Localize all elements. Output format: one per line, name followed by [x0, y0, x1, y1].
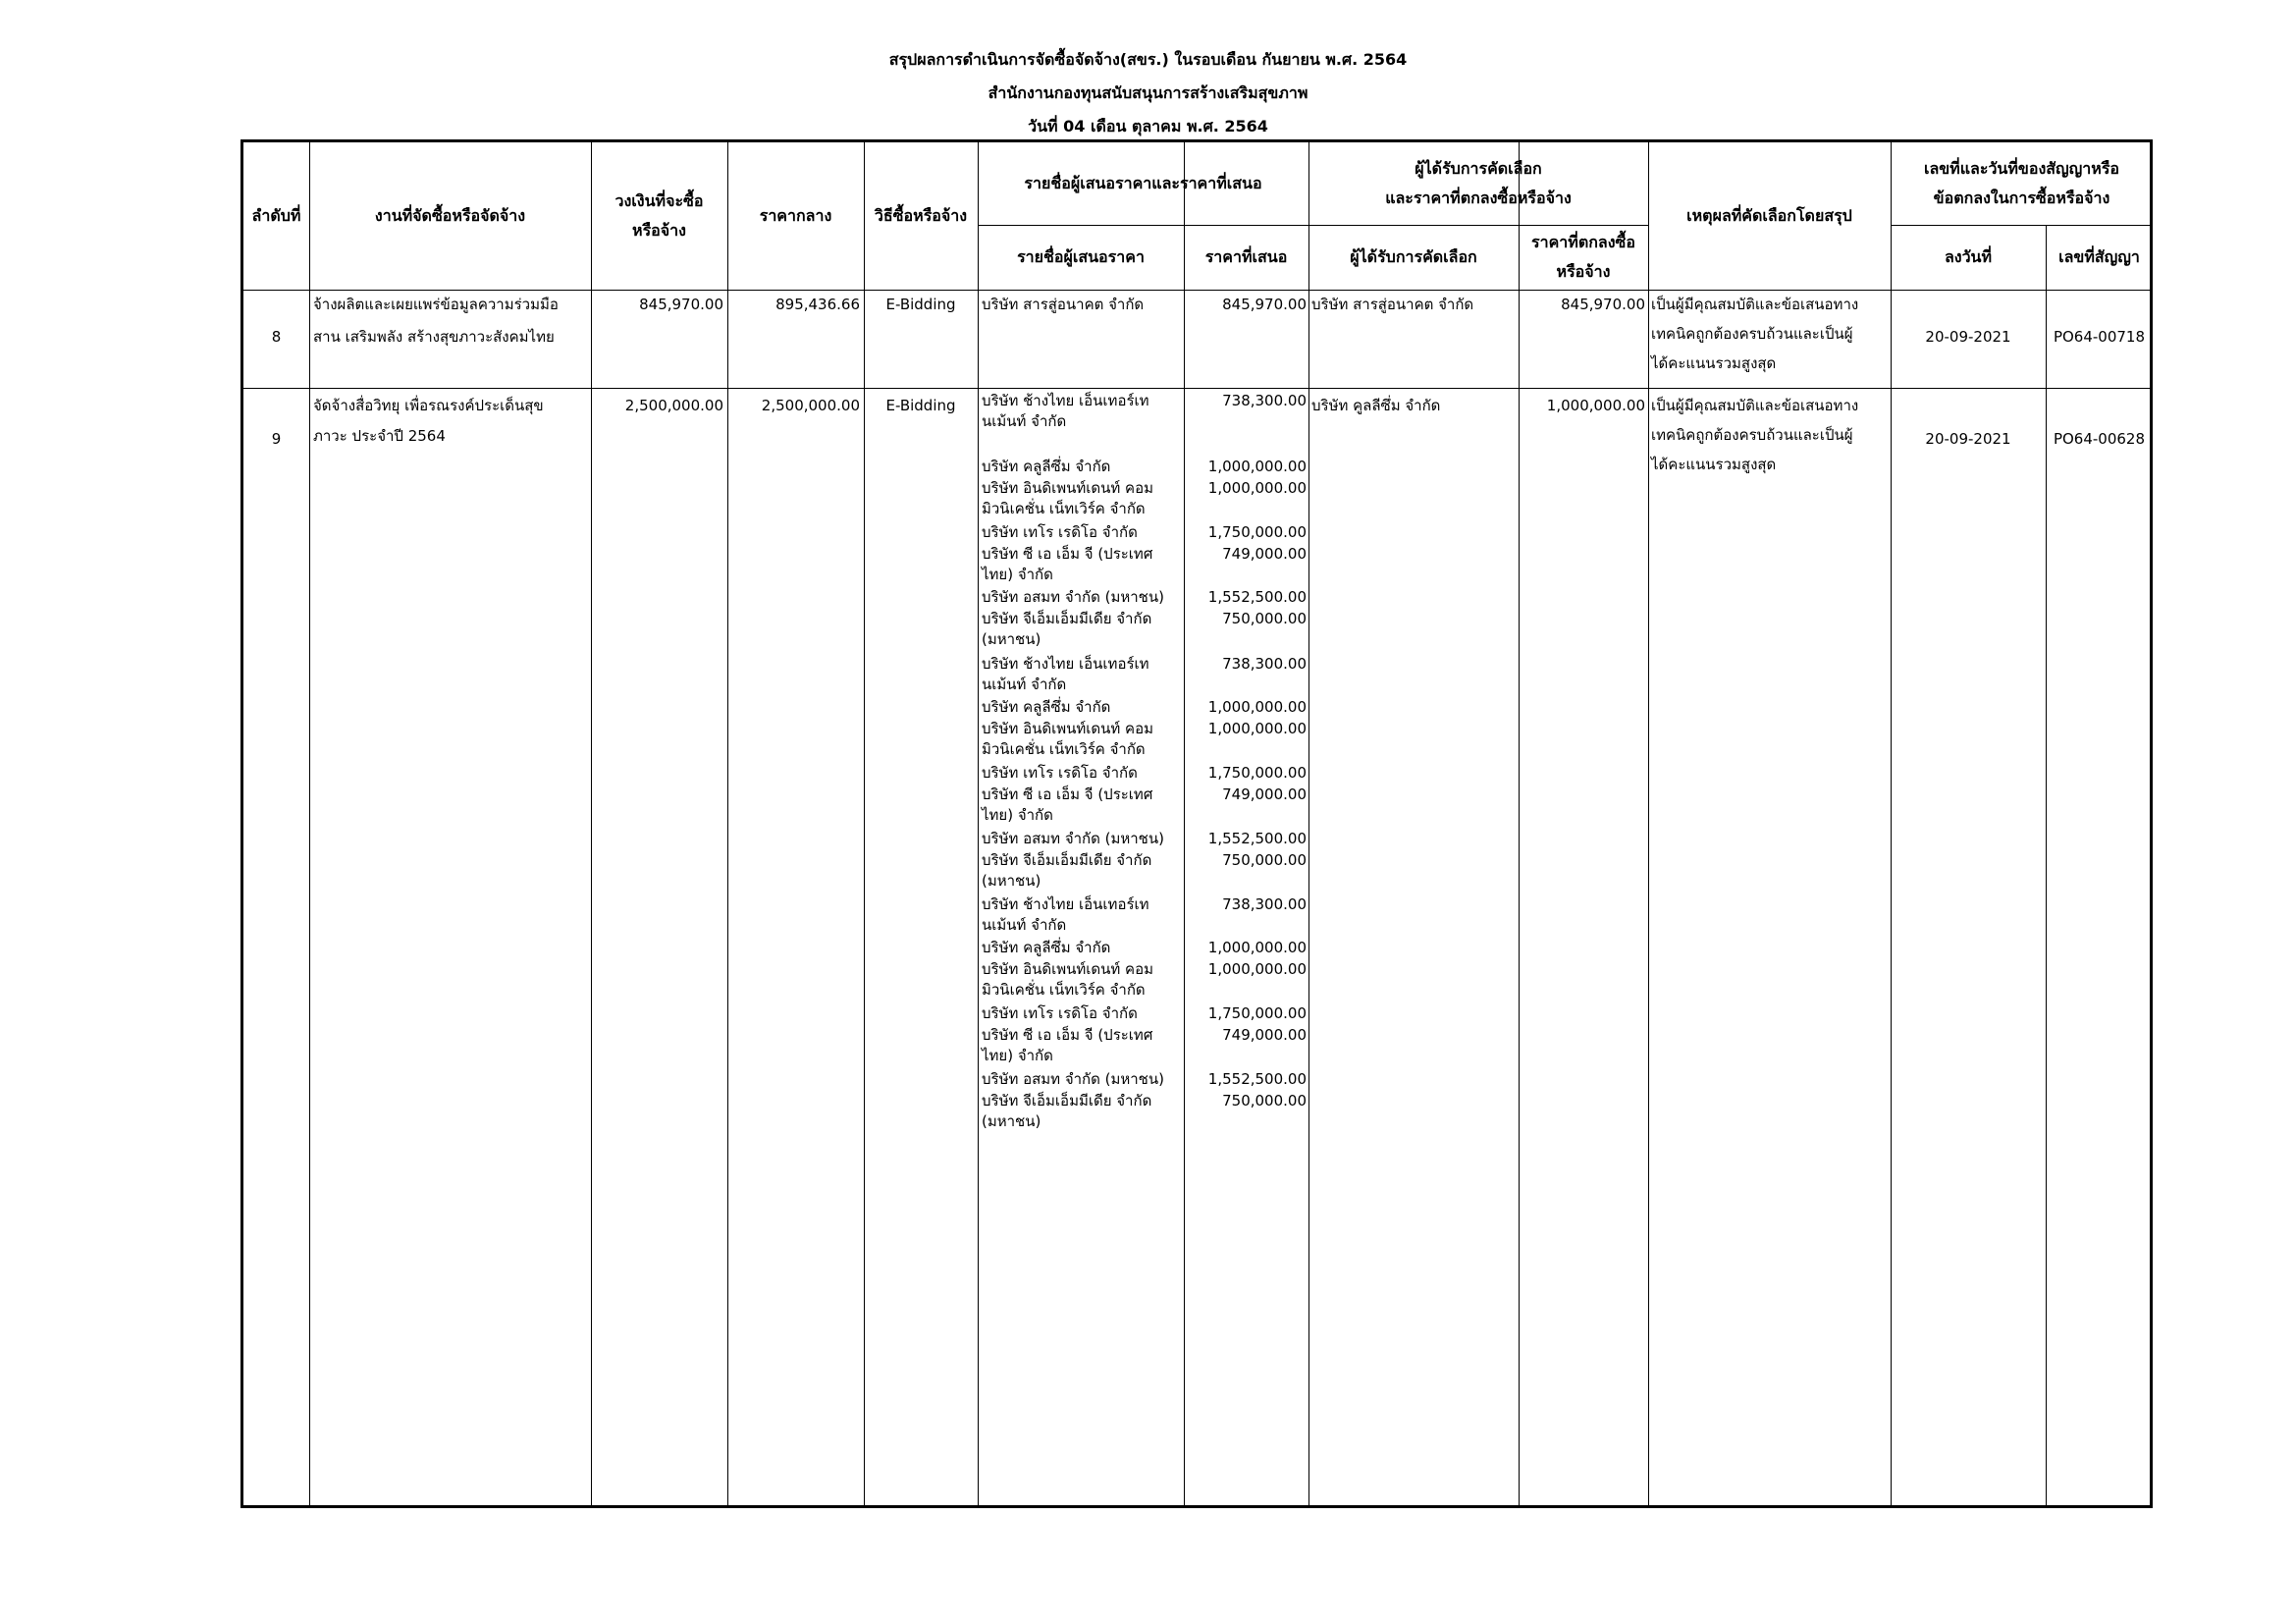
column-divider: [864, 142, 865, 1505]
row9-method: E-Bidding: [885, 397, 956, 414]
bidder-price: 1,000,000.00: [1207, 960, 1307, 978]
column-divider: [1308, 142, 1309, 1505]
bidder-name-line: ไทย) จำกัด: [982, 1047, 1053, 1064]
header-budget: วงเงินที่จะซื้อ หรือจ้าง: [614, 191, 704, 240]
row8-work-line1: จ้างผลิตและเผยแพร่ข้อมูลความร่วมมือ: [313, 296, 559, 313]
bidder-price: 749,000.00: [1222, 785, 1307, 803]
document-title: สรุปผลการดำเนินการจัดซื้อจัดจ้าง(สขร.) ในรอบเดือน กันยายน พ.ศ. 2564: [888, 50, 1408, 69]
column-divider: [591, 142, 592, 1505]
bidder-name-line: บริษัท จีเอ็มเอ็มมีเดีย จำกัด: [982, 851, 1152, 869]
header-bid-price: ราคาที่เสนอ: [1204, 247, 1288, 266]
bidder-name-line: บริษัท ซี เอ เอ็ม จี (ประเทศ: [982, 1026, 1153, 1044]
row9-agreed-price: 1,000,000.00: [1546, 397, 1645, 414]
row8-median-price: 895,436.66: [775, 296, 860, 313]
header-bidders-group: รายชื่อผู้เสนอราคาและราคาที่เสนอ: [1024, 174, 1262, 192]
procurement-table: [240, 139, 2153, 1508]
row8-budget: 845,970.00: [639, 296, 723, 313]
bidder-price: 1,000,000.00: [1207, 939, 1307, 956]
bidder-name-line: มิวนิเคชั่น เน็ทเวิร์ค จำกัด: [982, 981, 1146, 999]
bidder-name-line: (มหาชน): [982, 630, 1041, 648]
header-reason: เหตุผลที่คัดเลือกโดยสรุป: [1686, 206, 1852, 225]
document-titles: [0, 43, 2296, 143]
row8-reason-line3: ได้คะแนนรวมสูงสุด: [1651, 354, 1777, 372]
row8-work-line2: สาน เสริมพลัง สร้างสุขภาวะสังคมไทย: [313, 328, 555, 346]
row9-work-line1: จัดจ้างสื่อวิทยุ เพื่อรณรงค์ประเด็นสุข: [313, 397, 544, 414]
column-divider: [2046, 225, 2047, 1505]
bidder-name-line: บริษัท อสมท จำกัด (มหาชน): [982, 588, 1164, 606]
bidder-price: 1,000,000.00: [1207, 479, 1307, 497]
bidder-name-line: บริษัท อสมท จำกัด (มหาชน): [982, 1070, 1164, 1088]
column-divider: [1648, 142, 1649, 1505]
header-agreed-price: ราคาที่ตกลงซื้อ หรือจ้าง: [1531, 233, 1635, 281]
header-date: ลงวันที่: [1944, 247, 1993, 266]
bidder-price: 738,300.00: [1222, 655, 1307, 673]
header-contract-group: เลขที่และวันที่ของสัญญาหรือ ข้อตกลงในการซื้อหรือจ้าง: [1923, 159, 2120, 207]
row8-bid-price: 845,970.00: [1222, 296, 1307, 313]
row-divider: [243, 388, 2153, 389]
bidder-name-line: (มหาชน): [982, 872, 1041, 890]
row9-budget: 2,500,000.00: [624, 397, 723, 414]
bidder-price: 1,552,500.00: [1207, 1070, 1307, 1088]
header-bidder-name: รายชื่อผู้เสนอราคา: [1017, 247, 1145, 266]
bidder-price: 1,750,000.00: [1207, 764, 1307, 782]
bidder-name-line: บริษัท จีเอ็มเอ็มมีเดีย จำกัด: [982, 610, 1152, 627]
bidder-price: 1,000,000.00: [1207, 720, 1307, 737]
bidder-name-line: บริษัท ซี เอ เอ็ม จี (ประเทศ: [982, 545, 1153, 563]
column-divider: [1519, 142, 1520, 1505]
bidder-price: 1,000,000.00: [1207, 458, 1307, 475]
bidder-price: 1,552,500.00: [1207, 588, 1307, 606]
bidder-name-line: บริษัท เทโร เรดิโอ จำกัด: [982, 1004, 1138, 1022]
header-selected-group: ผู้ได้รับการคัดเลือก และราคาที่ตกลงซื้อหรือจ้าง: [1385, 159, 1572, 207]
row9-selected-name: บริษัท คูลลีซึ่ม จำกัด: [1311, 397, 1441, 414]
bidder-name-line: บริษัท ซี เอ เอ็ม จี (ประเทศ: [982, 785, 1153, 803]
header-median-price: ราคากลาง: [759, 206, 832, 225]
bidder-name-line: บริษัท อสมท จำกัด (มหาชน): [982, 830, 1164, 847]
bidder-price: 1,552,500.00: [1207, 830, 1307, 847]
row8-bidder-name: บริษัท สารสู่อนาคต จำกัด: [982, 296, 1145, 313]
bidder-name-line: นเม้นท์ จำกัด: [982, 916, 1067, 934]
bidder-name-line: มิวนิเคชั่น เน็ทเวิร์ค จำกัด: [982, 740, 1146, 758]
bidder-price: 749,000.00: [1222, 1026, 1307, 1044]
bidder-name-line: บริษัท ช้างไทย เอ็นเทอร์เท: [982, 655, 1149, 673]
bidder-name-line: นเม้นท์ จำกัด: [982, 412, 1067, 430]
column-divider: [727, 142, 728, 1505]
bidder-name-line: ไทย) จำกัด: [982, 806, 1053, 824]
row9-no: 9: [271, 430, 282, 448]
row8-method: E-Bidding: [885, 296, 956, 313]
bidder-price: 749,000.00: [1222, 545, 1307, 563]
header-no: ลำดับที่: [251, 206, 301, 225]
header-contract-no: เลขที่สัญญา: [2058, 247, 2140, 266]
bidder-name-line: (มหาชน): [982, 1112, 1041, 1130]
row9-work-line2: ภาวะ ประจำปี 2564: [313, 427, 446, 445]
column-divider: [978, 142, 979, 1505]
column-divider: [309, 142, 310, 1505]
row8-reason-line1: เป็นผู้มีคุณสมบัติและข้อเสนอทาง: [1651, 296, 1859, 313]
bidder-price: 750,000.00: [1222, 851, 1307, 869]
header-work: งานที่จัดซื้อหรือจัดจ้าง: [374, 206, 526, 225]
bidder-price: 738,300.00: [1222, 392, 1307, 409]
row8-contract-no: PO64-00718: [2053, 328, 2146, 346]
bidder-name-line: ไทย) จำกัด: [982, 566, 1053, 583]
row9-reason-line2: เทคนิคถูกต้องครบถ้วนและเป็นผู้: [1651, 426, 1853, 444]
bidder-name-line: บริษัท คลูลีซึ่ม จำกัด: [982, 698, 1111, 716]
agency-name: สำนักงานกองทุนสนับสนุนการสร้างเสริมสุขภาพ: [988, 83, 1308, 102]
row8-date: 20-09-2021: [1925, 328, 2011, 346]
bidder-name-line: บริษัท อินดิเพนท์เดนท์ คอม: [982, 720, 1153, 737]
bidder-price: 750,000.00: [1222, 1092, 1307, 1110]
bidder-name-line: บริษัท ช้างไทย เอ็นเทอร์เท: [982, 895, 1149, 913]
bidder-price: 1,750,000.00: [1207, 523, 1307, 541]
row8-agreed-price: 845,970.00: [1561, 296, 1645, 313]
bidder-name-line: บริษัท เทโร เรดิโอ จำกัด: [982, 764, 1138, 782]
bidder-name-line: บริษัท อินดิเพนท์เดนท์ คอม: [982, 479, 1153, 497]
column-divider: [1184, 142, 1185, 1505]
bidder-name-line: บริษัท คลูลีซึ่ม จำกัด: [982, 458, 1111, 475]
bidder-price: 750,000.00: [1222, 610, 1307, 627]
bidder-price: 738,300.00: [1222, 895, 1307, 913]
bidder-price: 1,750,000.00: [1207, 1004, 1307, 1022]
row8-reason-line2: เทคนิคถูกต้องครบถ้วนและเป็นผู้: [1651, 325, 1853, 343]
header-method: วิธีซื้อหรือจ้าง: [874, 206, 968, 225]
row8-no: 8: [271, 328, 282, 346]
document-date: วันที่ 04 เดือน ตุลาคม พ.ศ. 2564: [1028, 117, 1268, 135]
bidder-name-line: มิวนิเคชั่น เน็ทเวิร์ค จำกัด: [982, 500, 1146, 517]
header-selected-name: ผู้ได้รับการคัดเลือก: [1350, 247, 1477, 266]
bidder-name-line: บริษัท เทโร เรดิโอ จำกัด: [982, 523, 1138, 541]
bidder-name-line: นเม้นท์ จำกัด: [982, 676, 1067, 693]
row9-date: 20-09-2021: [1925, 430, 2011, 448]
bidder-price: 1,000,000.00: [1207, 698, 1307, 716]
row9-median-price: 2,500,000.00: [761, 397, 860, 414]
bidder-name-line: บริษัท จีเอ็มเอ็มมีเดีย จำกัด: [982, 1092, 1152, 1110]
row9-reason-line1: เป็นผู้มีคุณสมบัติและข้อเสนอทาง: [1651, 397, 1859, 414]
bidder-name-line: บริษัท อินดิเพนท์เดนท์ คอม: [982, 960, 1153, 978]
row8-selected-name: บริษัท สารสู่อนาคต จำกัด: [1311, 296, 1474, 313]
row9-contract-no: PO64-00628: [2053, 430, 2146, 448]
bidder-name-line: บริษัท คลูลีซึ่ม จำกัด: [982, 939, 1111, 956]
bidder-name-line: บริษัท ช้างไทย เอ็นเทอร์เท: [982, 392, 1149, 409]
row9-reason-line3: ได้คะแนนรวมสูงสุด: [1651, 456, 1777, 473]
